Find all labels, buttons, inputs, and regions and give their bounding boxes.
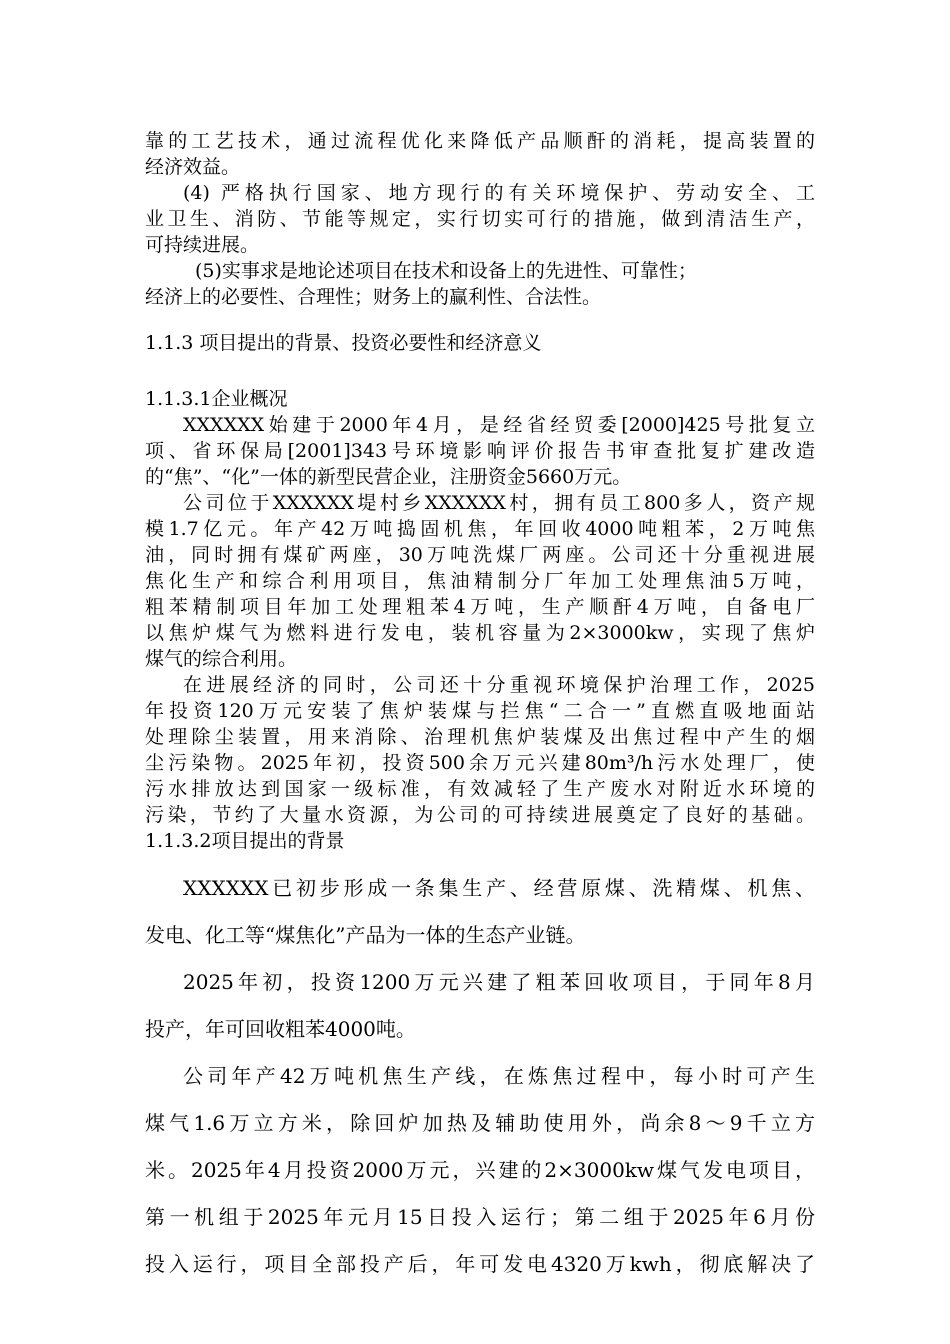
paragraph-line: 焦化生产和综合利用项目，焦油精制分厂年加工处理焦油5万吨， — [145, 570, 815, 592]
paragraph-line: 第一机组于2025年元月15日投入运行；第二组于2025年6月份 — [145, 1205, 815, 1229]
paragraph-line: 公司位于XXXXXX堤村乡XXXXXX村，拥有员工800多人，资产规 — [183, 492, 815, 514]
paragraph-line: 处理除尘装置，用来消除、治理机焦炉装煤及出焦过程中产生的烟 — [145, 726, 815, 748]
paragraph-line: 的“焦”、“化”一体的新型民营企业，注册资金5660万元。 — [145, 466, 632, 488]
paragraph-line: 煤气的综合利用。 — [145, 648, 298, 670]
list-item-5: (5)实事求是地论述项目在技术和设备上的先进性、可靠性； — [195, 260, 697, 282]
section-heading-1-1-3-2: 1.1.3.2项目提出的背景 — [145, 830, 345, 852]
paragraph-line: 靠的工艺技术，通过流程优化来降低产品顺酐的消耗，提高装置的 — [145, 130, 815, 152]
paragraph-line: XXXXXX始建于2000年4月，是经省经贸委[2000]425号批复立 — [183, 414, 815, 436]
paragraph-line: 在进展经济的同时，公司还十分重视环境保护治理工作，2025 — [183, 674, 815, 696]
paragraph-line: 米。2025年4月投资2000万元，兴建的2×3000kw煤气发电项目， — [145, 1158, 815, 1182]
paragraph-line: 经济效益。 — [145, 156, 241, 178]
paragraph-line: 煤气1.6万立方米，除回炉加热及辅助使用外，尚余8～9千立方 — [145, 1111, 815, 1135]
paragraph-line: 以焦炉煤气为燃料进行发电，装机容量为2×3000kw，实现了焦炉 — [145, 622, 815, 644]
paragraph-line: 业卫生、消防、节能等规定，实行切实可行的措施，做到清洁生产， — [145, 208, 815, 230]
paragraph-line: 污水排放达到国家一级标准，有效减轻了生产废水对附近水环境的 — [145, 778, 815, 800]
paragraph-line: 尘污染物。2025年初，投资500余万元兴建80m³/h污水处理厂，使 — [145, 752, 815, 774]
paragraph-line: 油，同时拥有煤矿两座，30万吨洗煤厂两座。公司还十分重视进展 — [145, 544, 815, 566]
paragraph-line: 项、省环保局[2001]343号环境影响评价报告书审查批复扩建改造 — [145, 440, 815, 462]
paragraph-line: 经济上的必要性、合理性；财务上的赢利性、合法性。 — [145, 286, 602, 308]
paragraph-line: 年投资120万元安装了焦炉装煤与拦焦“二合一”直燃直吸地面站 — [145, 700, 815, 722]
paragraph-line: 2025年初，投资1200万元兴建了粗苯回收项目，于同年8月 — [183, 970, 815, 994]
paragraph-line: 发电、化工等“煤焦化”产品为一体的生态产业链。 — [145, 923, 586, 947]
paragraph-line: 粗苯精制项目年加工处理粗苯4万吨，生产顺酐4万吨，自备电厂 — [145, 596, 815, 618]
section-heading-1-1-3: 1.1.3 项目提出的背景、投资必要性和经济意义 — [145, 332, 542, 354]
paragraph-line: XXXXXX已初步形成一条集生产、经营原煤、洗精煤、机焦、 — [183, 876, 815, 900]
section-heading-1-1-3-1: 1.1.3.1企业概况 — [145, 388, 288, 410]
paragraph-line: 模1.7亿元。年产42万吨捣固机焦，年回收4000吨粗苯，2万吨焦 — [145, 518, 815, 540]
paragraph-line: 投入运行，项目全部投产后，年可发电4320万kwh，彻底解决了 — [145, 1252, 815, 1276]
paragraph-line: 可持续进展。 — [145, 234, 260, 256]
paragraph-line: 公司年产42万吨机焦生产线，在炼焦过程中，每小时可产生 — [183, 1064, 815, 1088]
paragraph-line: 投产，年可回收粗苯4000吨。 — [145, 1017, 416, 1041]
list-item-4: (4) 严格执行国家、地方现行的有关环境保护、劳动安全、工 — [183, 182, 815, 204]
paragraph-line: 污染，节约了大量水资源，为公司的可持续进展奠定了良好的基础。 — [145, 804, 815, 826]
